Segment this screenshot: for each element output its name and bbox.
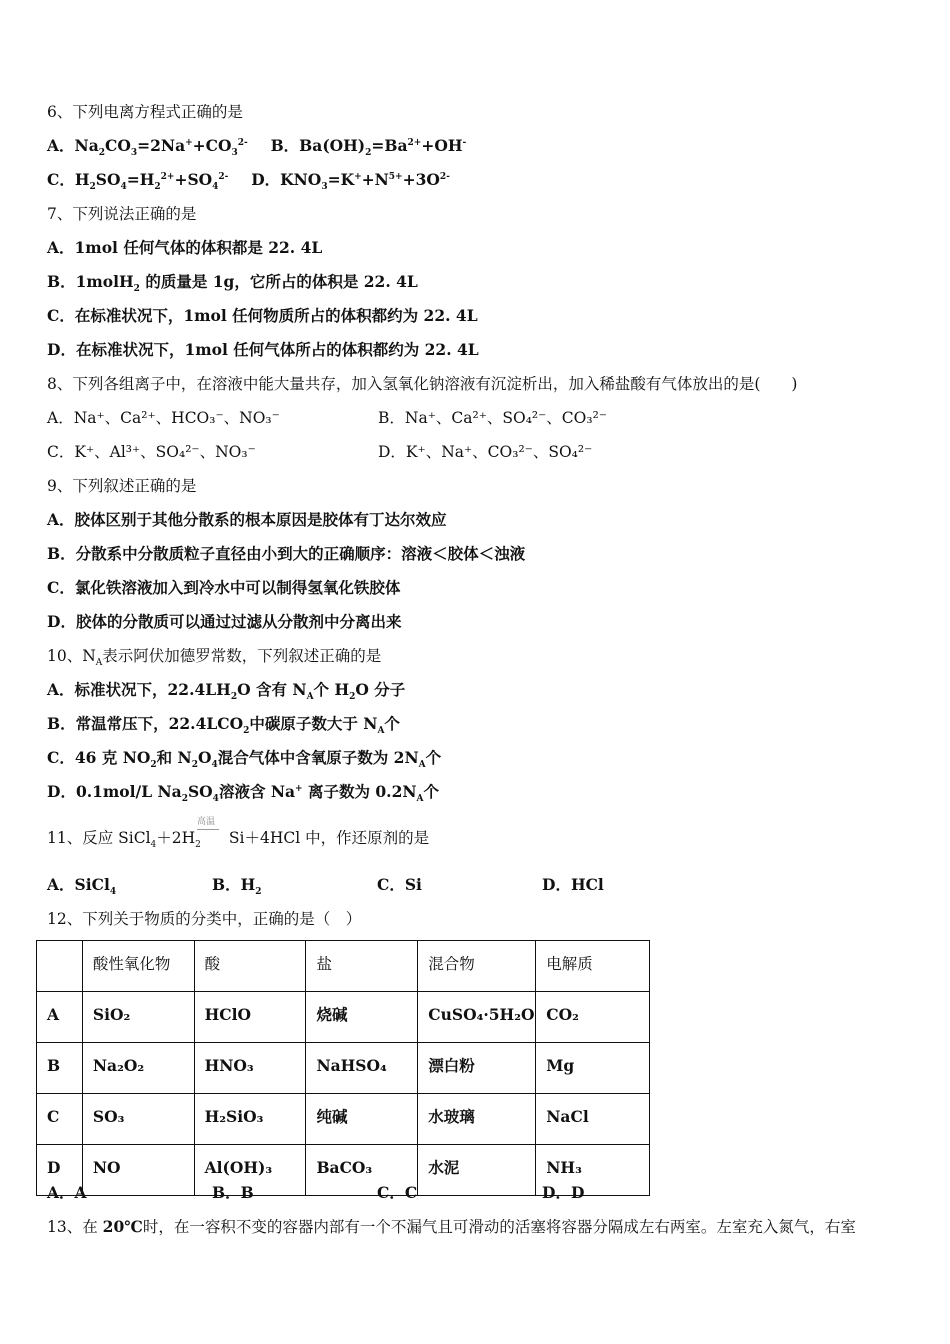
q12-option-b: B．B	[212, 1183, 254, 1202]
q8-stem: 8、下列各组离子中，在溶液中能大量共存，加入氢氧化钠溶液有沉淀析出，加入稀盐酸有气体放出的是( )	[47, 375, 798, 393]
q7-option-a: A．1mol 任何气体的体积都是 22. 4L	[47, 238, 323, 257]
table-cell: 纯碱	[306, 1094, 418, 1145]
q7-option-b: B．1molH$_2$ 的质量是 1g，它所占的体积是 22. 4L	[47, 272, 418, 295]
table-row	[37, 1043, 650, 1094]
table-cell: Al(OH)₃	[194, 1145, 306, 1196]
q8-option-a: A．Na⁺、Ca²⁺、HCO₃⁻、NO₃⁻	[47, 409, 280, 427]
q12-option-a: A．A	[47, 1183, 87, 1202]
table-cell: 烧碱	[306, 992, 418, 1043]
q9-option-d: D．胶体的分散质可以通过过滤从分散剂中分离出来	[47, 612, 402, 631]
table-cell: 水泥	[418, 1145, 536, 1196]
table-cell: SiO₂	[82, 992, 194, 1043]
table-header-cell: 盐	[306, 941, 418, 992]
row-label: B	[37, 1043, 83, 1094]
table-header-cell: 酸性氧化物	[82, 941, 194, 992]
q9-option-c: C．氯化铁溶液加入到冷水中可以制得氢氧化铁胶体	[47, 578, 401, 597]
q13-stem: 13、在 20℃时，在一容积不变的容器内部有一个不漏气且可滑动的活塞将容器分隔成左右两室。左室充入氮气，右室	[47, 1217, 856, 1236]
q11-option-c: C．Si	[377, 875, 422, 894]
classification-table	[36, 940, 650, 1196]
table-cell: NaCl	[536, 1094, 650, 1145]
q8-option-c: C．K⁺、Al³⁺、SO₄²⁻、NO₃⁻	[47, 443, 256, 461]
q6-stem: 6、下列电离方程式正确的是	[47, 103, 243, 121]
table-header-cell: 酸	[194, 941, 306, 992]
q11-option-d: D．HCl	[542, 875, 604, 894]
q7-option-d: D．在标准状况下，1mol 任何气体所占的体积都约为 22. 4L	[47, 340, 479, 359]
reaction-condition-label: 高温	[197, 817, 216, 827]
q11-option-b: B．$H_2$	[212, 875, 262, 898]
table-cell: H₂SiO₃	[194, 1094, 306, 1145]
table-cell: NO	[82, 1145, 194, 1196]
q6-option-a: A．$Na_2CO_3=2Na^++CO_3^{2-}$	[47, 136, 248, 159]
q11-stem: 11、反应 $SiCl_4+2H_2$ Si＋4HCl 中，作还原剂的是	[47, 829, 430, 851]
q9-option-a: A．胶体区别于其他分散系的根本原因是胶体有丁达尔效应	[47, 510, 447, 529]
q6-options-ab	[47, 136, 467, 159]
row-label: D	[37, 1145, 83, 1196]
q6-option-d: D．$KNO_3=K^++N^{5+}+3O^{2-}$	[251, 170, 450, 193]
table-cell: HClO	[194, 992, 306, 1043]
table-cell: Na₂O₂	[82, 1043, 194, 1094]
table-cell: Mg	[536, 1043, 650, 1094]
q9-stem: 9、下列叙述正确的是	[47, 477, 197, 495]
q9-option-b: B．分散系中分散质粒子直径由小到大的正确顺序：溶液＜胶体＜浊液	[47, 544, 526, 563]
table-cell: CuSO₄·5H₂O	[418, 992, 536, 1043]
table-header-cell	[37, 941, 83, 992]
q10-option-b: B．常温常压下，$22.4LCO_2$中碳原子数大于 $N_A$个	[47, 714, 400, 737]
table-cell: SO₃	[82, 1094, 194, 1145]
table-header-cell: 电解质	[536, 941, 650, 992]
q6-options-cd	[47, 170, 450, 193]
table-cell: CO₂	[536, 992, 650, 1043]
table-row	[37, 1094, 650, 1145]
row-label: C	[37, 1094, 83, 1145]
q12-stem: 12、下列关于物质的分类中，正确的是（ ）	[47, 910, 362, 928]
table-cell: 漂白粉	[418, 1043, 536, 1094]
table-cell: NH₃	[536, 1145, 650, 1196]
table-cell: NaHSO₄	[306, 1043, 418, 1094]
table-header-row	[37, 941, 650, 992]
table-cell: BaCO₃	[306, 1145, 418, 1196]
table-cell: HNO₃	[194, 1043, 306, 1094]
row-label: A	[37, 992, 83, 1043]
q6-option-b: B．$Ba(OH)_2=Ba^{2+}+OH^-$	[270, 136, 467, 159]
q12-option-c: C．C	[377, 1183, 418, 1202]
q12-option-d: D．D	[542, 1183, 585, 1202]
q7-option-c: C．在标准状况下，1mol 任何物质所占的体积都约为 22. 4L	[47, 306, 478, 325]
table-cell: 水玻璃	[418, 1094, 536, 1145]
q10-stem: 10、$N_A$表示阿伏加德罗常数，下列叙述正确的是	[47, 647, 382, 669]
q11-option-a: A．SiCl$_4$	[47, 875, 117, 898]
q7-stem: 7、下列说法正确的是	[47, 205, 197, 223]
q6-option-c: C．$H_2SO_4=H_2^{2+}+SO_4^{2-}$	[47, 170, 229, 193]
q10-option-d: D．0.1mol/L $Na_2SO_4$溶液含 Na+ 离子数为 $0.2N_A$个	[47, 782, 440, 805]
q10-option-c: C．46 克 $NO_2$和 $N_2O_4$混合气体中含氧原子数为 $2N_A$个	[47, 748, 442, 771]
table-header-cell: 混合物	[418, 941, 536, 992]
q8-option-d: D．K⁺、Na⁺、CO₃²⁻、SO₄²⁻	[378, 443, 593, 461]
table-row	[37, 992, 650, 1043]
q10-option-a: A．标准状况下，$22.4LH_2O$ 含有 $N_A$个 $H_2O$ 分子	[47, 680, 406, 703]
reaction-arrow-line	[197, 829, 219, 830]
q8-option-b: B．Na⁺、Ca²⁺、SO₄²⁻、CO₃²⁻	[378, 409, 607, 427]
